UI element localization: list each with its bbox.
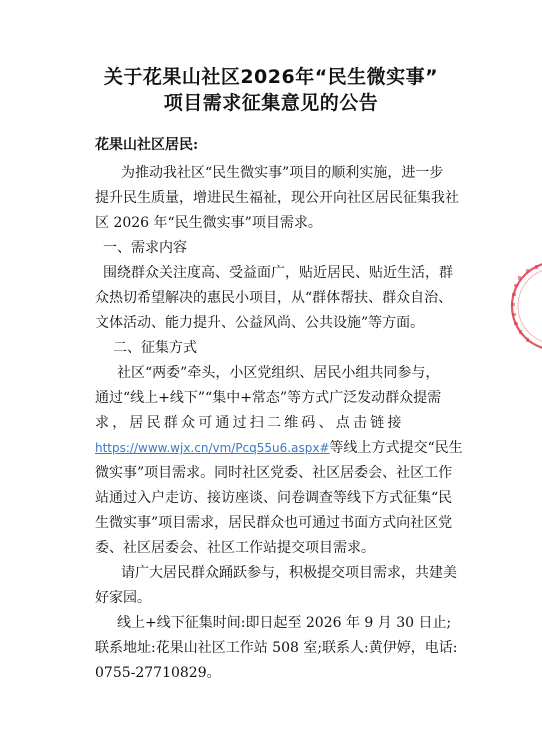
section2-heading: 二、征集方式 — [113, 340, 197, 356]
section2-line: 生微实事”项目需求，居民群众也可通过书面方式向社区党 — [95, 515, 453, 531]
contact-line: 联系地址:花果山社区工作站 508 室;联系人:黄伊婷，电话: — [95, 640, 458, 656]
intro-line: 为推动我社区“民生微实事”项目的顺利实施，进一步 — [121, 165, 444, 181]
section2-line: 站通过入户走访、接访座谈、问卷调查等线下方式征集“民 — [95, 490, 453, 506]
salutation: 花果山社区居民: — [95, 137, 199, 153]
contact-line: 0755-27710829。 — [95, 665, 221, 681]
link-suffix: 等线上方式提交“民生 — [329, 440, 463, 456]
survey-link[interactable]: https://www.wjx.cn/vm/Pcq55u6.aspx# — [95, 441, 330, 455]
section1-line: 围绕群众关注度高、受益面广，贴近居民、贴近生活，群 — [103, 265, 453, 281]
intro-line: 提升民生质量，增进民生福祉，现公开向社区居民征集我社 — [95, 190, 459, 206]
section2-line: 社区“两委”牵头，小区党组织、居民小组共同参与， — [117, 365, 440, 381]
deadline-line: 线上+线下征集时间:即日起至 2026 年 9 月 30 日止; — [117, 615, 452, 631]
section1-line: 文体活动、能力提升、公益风尚、公共设施”等方面。 — [95, 315, 425, 331]
document-title-line2: 项目需求征集意见的公告 — [163, 92, 379, 114]
section2-line: 求，居民群众可通过扫二维码、点击链接 — [95, 415, 405, 431]
section2-line: 通过“线上+线下”“集中+常态”等方式广泛发动群众提需 — [95, 390, 442, 406]
intro-line: 区 2026 年“民生微实事”项目需求。 — [95, 215, 322, 231]
section1-line: 众热切希望解决的惠民小项目，从“群体帮扶、群众自治、 — [95, 290, 453, 306]
link-line — [95, 438, 463, 458]
section2-line: 微实事”项目需求。同时社区党委、社区居委会、社区工作 — [95, 465, 453, 481]
section2-line: 委、社区居委会、社区工作站提交项目需求。 — [95, 540, 375, 556]
document-title-line1: 关于花果山社区2026年“民生微实事” — [103, 66, 439, 88]
section1-heading: 一、需求内容 — [103, 240, 187, 256]
closing-line: 请广大居民群众踊跃参与，积极提交项目需求，共建美 — [121, 565, 457, 581]
closing-line: 好家园。 — [95, 590, 151, 606]
seal-icon — [486, 258, 542, 354]
official-seal-stamp — [486, 258, 542, 354]
